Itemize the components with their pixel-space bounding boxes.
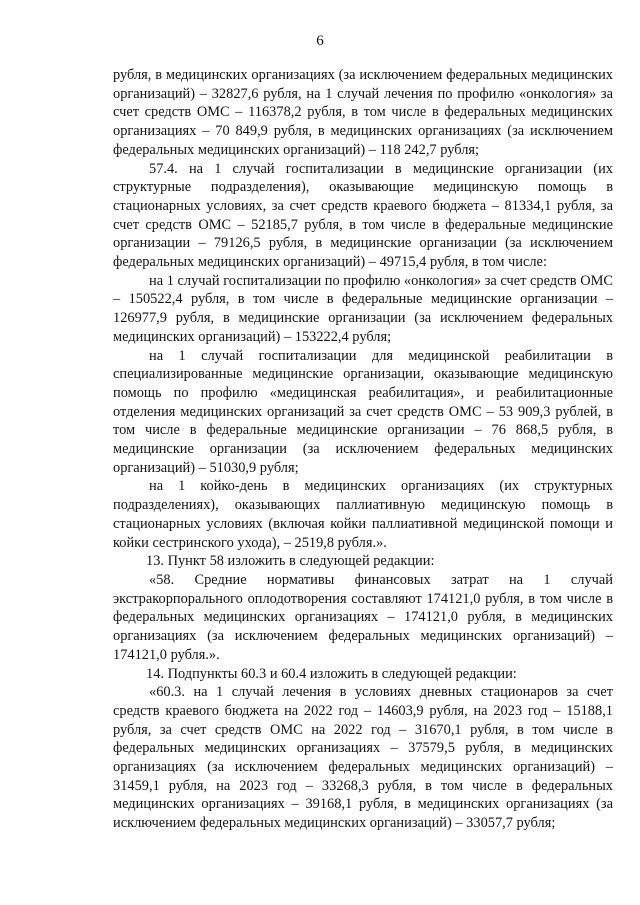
paragraph-oncology: на 1 случай госпитализации по профилю «онкология» за счет средств ОМС – 150522,4 рубля, в том числе в федеральные медицинские организации – 126977,9 рубля, в медицинские организации (за исключением федеральных медицинских организаций) – 153222,4 рубля; [113, 272, 613, 345]
document-body [113, 66, 613, 833]
paragraph-item-13: 13. Пункт 58 изложить в следующей редакции: [146, 553, 435, 570]
paragraph-palliative: на 1 койко-день в медицинских организациях (их структурных подразделениях), оказывающих паллиативную медицинскую помощь в стационарных условиях (включая койки паллиативной медицинской помощи и койки сестринского ухода), – 2519,8 рубля.». [113, 478, 613, 551]
paragraph-item-14: 14. Подпункты 60.3 и 60.4 изложить в следующей редакции: [146, 665, 517, 682]
page-number: 6 [316, 33, 324, 49]
paragraph-rehabilitation: на 1 случай госпитализации для медицинской реабилитации в специализированные медицинские организации, оказывающие медицинскую помощь по профилю «медицинская реабилитация», и реабилитационные отделения медицинских организаций за счет средств ОМС – 53 909,3 рублей, в том числе в федеральные медицинские организации – 76 868,5 рубля, в медицинские организации (за исключением федеральных медицинских организаций) – 51030,9 рубля; [113, 347, 613, 476]
paragraph-continuation: рубля, в медицинских организациях (за исключением федеральных медицинских организаций) – 32827,6 рубля, на 1 случай лечения по профилю «онкология» за счет средств ОМС – 116378,2 рубля, в том числе в федеральных медицинских организациях – 70 849,9 рубля, в медицинских организациях (за исключением федеральных медицинских организаций) – 118 242,7 рубля; [113, 67, 613, 158]
paragraph-57-4: 57.4. на 1 случай госпитализации в медицинские организации (их структурные подразделения), оказывающие медицинскую помощь в стационарных условиях, за счет средств краевого бюджета – 81334,1 рубля, за счет средств ОМС – 52185,7 рубля, в том числе в федеральные медицинские организации – 79126,5 рубля, в медицинские организации (за исключением федеральных медицинских организаций) – 49715,4 рубля, в том числе: [113, 160, 613, 271]
paragraph-58: «58. Средние нормативы финансовых затрат на 1 случай экстракорпорального оплодотворения составляют 174121,0 рубля, в том числе в федеральных медицинских организациях – 174121,0 рубля, в медицинских организациях (за исключением федеральных медицинских организаций) – 174121,0 рубля.». [113, 571, 613, 663]
paragraph-60-3: «60.3. на 1 случай лечения в условиях дневных стационаров за счет средств краевого бюджета на 2022 год – 14603,9 рубля, на 2023 год – 15188,1 рубля, за счет средств ОМС на 2022 год – 31670,1 рубля, в том числе в федеральных медицинских организациях – 37579,5 рубля, в медицинских организациях (за исключением федеральных медицинских организаций) – 31459,1 рубля, на 2023 год – 33268,3 рубля, в том числе в федеральных медицинских организациях – 39168,1 рубля, в медицинских организациях (за исключением федеральных медицинских организаций) – 33057,7 рубля; [113, 684, 613, 832]
